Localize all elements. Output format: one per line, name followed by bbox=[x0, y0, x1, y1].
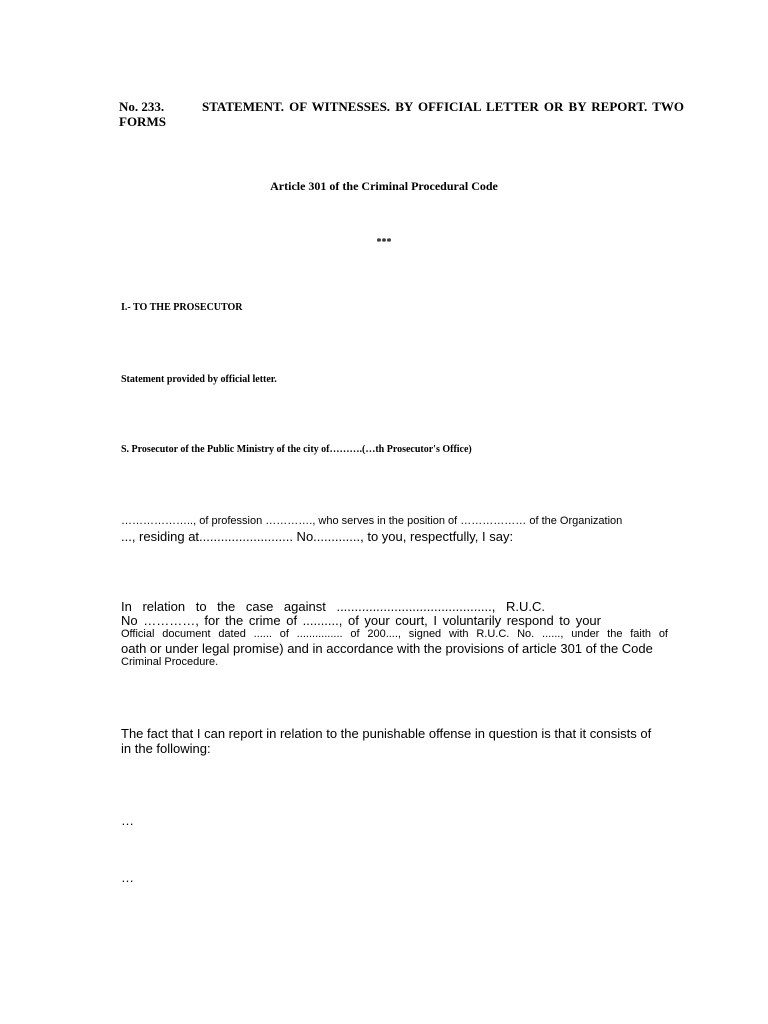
fact-line-1: The fact that I can report in relation to the punishable offense in question is that it consists of bbox=[121, 726, 652, 741]
form-number: No. 233. bbox=[119, 99, 165, 114]
separator: *** bbox=[376, 237, 392, 248]
intro-line-1: ……………….., of profession …………., who serves in the position of ……………… of the Organization bbox=[121, 515, 623, 527]
article-heading: Article 301 of the Criminal Procedural Code bbox=[270, 179, 498, 193]
form-title: STATEMENT. OF WITNESSES. BY OFFICIAL LETTER OR BY REPORT. TWO bbox=[202, 99, 684, 114]
ellipsis-line: … bbox=[121, 870, 134, 885]
form-title-continuation: FORMS bbox=[119, 114, 166, 129]
relation-line-4: oath or under legal promise) and in accordance with the provisions of article 301 of the Code bbox=[121, 641, 653, 656]
intro-line-2: ..., residing at.......................... No............., to you, respectfully, I say: bbox=[121, 529, 514, 544]
relation-line-1: In relation to the case against ..........................................., R.U.C. bbox=[121, 599, 545, 614]
relation-line-3: Official document dated ...... of ............... of 200...., signed with R.U.C. No. ......, under the faith of bbox=[121, 628, 668, 640]
statement-subheading: Statement provided by official letter. bbox=[121, 374, 277, 385]
fact-line-2: in the following: bbox=[121, 741, 211, 756]
section-heading: I.- TO THE PROSECUTOR bbox=[121, 302, 243, 313]
relation-line-2: No …………, for the crime of .........., of your court, I voluntarily respond to your bbox=[121, 613, 601, 628]
relation-line-5: Criminal Procedure. bbox=[121, 656, 219, 668]
addressee-line: S. Prosecutor of the Public Ministry of the city of……….(…th Prosecutor's Office) bbox=[121, 444, 472, 455]
ellipsis-line: … bbox=[121, 813, 134, 828]
